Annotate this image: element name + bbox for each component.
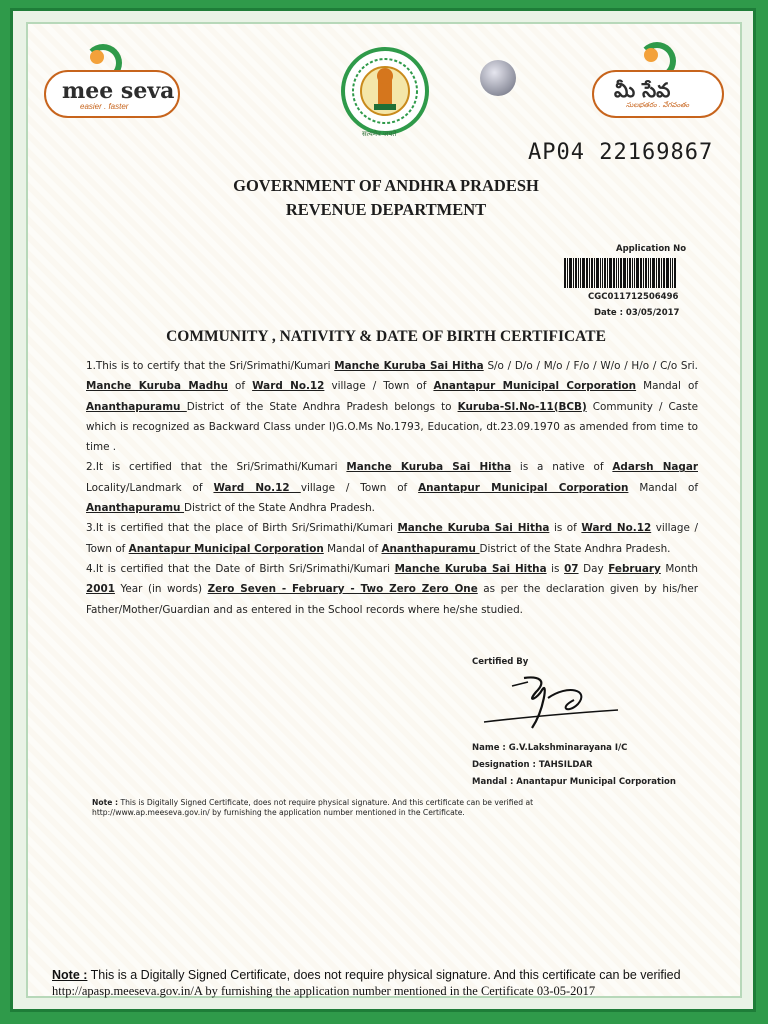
meeseva-logo-right <box>588 42 728 126</box>
district-value: Ananthapuramu <box>86 502 185 515</box>
text-span: Mandal of <box>636 380 698 393</box>
text-span: 2.It is certified that the Sri/Srimathi/Kumari <box>86 461 347 474</box>
paragraph-birth-place <box>86 518 698 559</box>
bottom-note-text: This is a Digitally Signed Certificate, does not require physical signature. And this certificate can be verified <box>87 968 681 982</box>
emblem-caption: सत्यमेव जयते <box>362 130 397 138</box>
meeseva-logo-left <box>44 44 184 124</box>
ward-value: Ward No.12 <box>252 380 325 393</box>
meeseva-logo-tagline: easier . faster <box>80 102 129 111</box>
note-text: This is Digitally Signed Certificate, does not require physical signature. And this certificate can be verified at http://www.ap.meeseva.gov.in/ by furnishing the application number mentioned in the Certificate. <box>92 798 534 817</box>
note-label: Note : <box>92 798 119 807</box>
signatory-designation: Designation : TAHSILDAR <box>472 760 593 770</box>
district-value: Ananthapuramu <box>381 542 480 555</box>
text-span: 3.It is certified that the place of Birth Sri/Srimathi/Kumari <box>86 522 398 535</box>
logo-sun-icon <box>90 50 104 64</box>
text-span: as per the declaration given by his/her Father/Mother/Guardian and as entered in the School records where he/she studied. <box>86 583 699 616</box>
text-span: Month <box>660 562 698 575</box>
government-heading: GOVERNMENT OF ANDHRA PRADESH <box>233 176 539 195</box>
text-span: S/o / D/o / M/o / F/o / W/o / H/o / C/o Sri. <box>483 360 698 372</box>
bottom-note-url-text: http://apasp.meeseva.gov.in/A by furnishing the application number mentioned in the Certificate <box>52 984 534 998</box>
text-span: of <box>227 380 253 393</box>
logo-sun-icon-right <box>644 48 658 62</box>
candidate-name: Manche Kuruba Sai Hitha <box>397 522 550 535</box>
paragraph-community <box>86 356 698 457</box>
application-number: CGC011712506496 <box>588 292 679 302</box>
certificate-title: COMMUNITY , NATIVITY & DATE OF BIRTH CERTIFICATE <box>166 328 606 345</box>
text-span: is <box>546 562 565 575</box>
town-value: Anantapur Municipal Corporation <box>418 481 629 494</box>
birth-date-in-words: Zero Seven - February - Two Zero Zero One <box>207 583 478 596</box>
paragraph-birth-date <box>86 559 698 620</box>
paragraph-nativity <box>86 457 698 518</box>
birth-month-value: February <box>608 562 661 575</box>
certificate-paper <box>26 22 742 998</box>
town-value: Anantapur Municipal Corporation <box>128 542 324 555</box>
text-span: Year (in words) <box>114 583 208 596</box>
signatory-mandal: Mandal : Anantapur Municipal Corporation <box>472 777 676 787</box>
text-span: District of the State Andhra Pradesh. <box>479 542 671 555</box>
birth-year-value: 2001 <box>86 583 115 596</box>
signatory-name: Name : G.V.Lakshminarayana I/C <box>472 743 628 753</box>
ward-value: Ward No.12 <box>213 481 301 494</box>
text-span: is a native of <box>511 461 613 474</box>
caste-value: Kuruba-Sl.No-11(BCB) <box>457 400 587 413</box>
ward-value: Ward No.12 <box>581 522 652 535</box>
digital-signature-note <box>92 798 652 818</box>
department-heading: REVENUE DEPARTMENT <box>285 200 487 219</box>
text-span: District of the State Andhra Pradesh. <box>184 502 375 515</box>
application-no-label: Application No <box>616 244 687 254</box>
district-value: Ananthapuramu <box>86 400 187 413</box>
meeseva-telugu-tagline: సులభతరం . వేగవంతం <box>626 102 690 109</box>
text-span: village / Town of <box>300 481 419 494</box>
locality-value: Adarsh Nagar <box>612 461 698 474</box>
parent-name: Manche Kuruba Madhu <box>86 380 228 393</box>
ap-state-emblem <box>340 46 430 146</box>
meeseva-logo-text: mee seva <box>62 78 175 104</box>
certificate-body <box>86 356 698 620</box>
birth-day-value: 07 <box>564 562 579 575</box>
bottom-note-line2 <box>52 984 742 999</box>
text-span: village / Town of <box>86 522 698 555</box>
candidate-name: Manche Kuruba Sai Hitha <box>334 360 484 372</box>
candidate-name: Manche Kuruba Sai Hitha <box>346 461 512 474</box>
application-barcode <box>564 258 696 288</box>
certified-by-label: Certified By <box>472 657 529 667</box>
town-value: Anantapur Municipal Corporation <box>433 380 637 393</box>
serial-number: AP04 22169867 <box>528 140 714 165</box>
application-date: Date : 03/05/2017 <box>594 308 680 318</box>
bottom-note-line1 <box>52 968 742 982</box>
text-span: Locality/Landmark of <box>86 481 214 494</box>
text-span: Community / Caste which is recognized as Backward Class under I)G.O.Ms No.1793, Education, dt.23.09.1970 as amended from time to time . <box>86 400 698 454</box>
text-span: 1.This is to certify that the Sri/Srimathi/Kumari <box>86 360 335 372</box>
text-span: is of <box>549 522 582 535</box>
text-span: District of the State Andhra Pradesh belongs to <box>186 400 458 413</box>
hologram-seal-icon <box>480 60 516 96</box>
text-span: 4.It is certified that the Date of Birth Sri/Srimathi/Kumari <box>86 562 395 575</box>
bottom-note-date: 03-05-2017 <box>536 984 596 998</box>
bottom-note-label: Note : <box>52 968 88 982</box>
candidate-name: Manche Kuruba Sai Hitha <box>394 562 547 575</box>
text-span: village / Town of <box>324 380 434 393</box>
meeseva-telugu-text: మీ సేవ <box>614 78 671 102</box>
text-span: Mandal of <box>628 481 699 494</box>
text-span: Day <box>578 562 609 575</box>
text-span: Mandal of <box>323 542 382 555</box>
handwritten-signature <box>478 670 628 736</box>
